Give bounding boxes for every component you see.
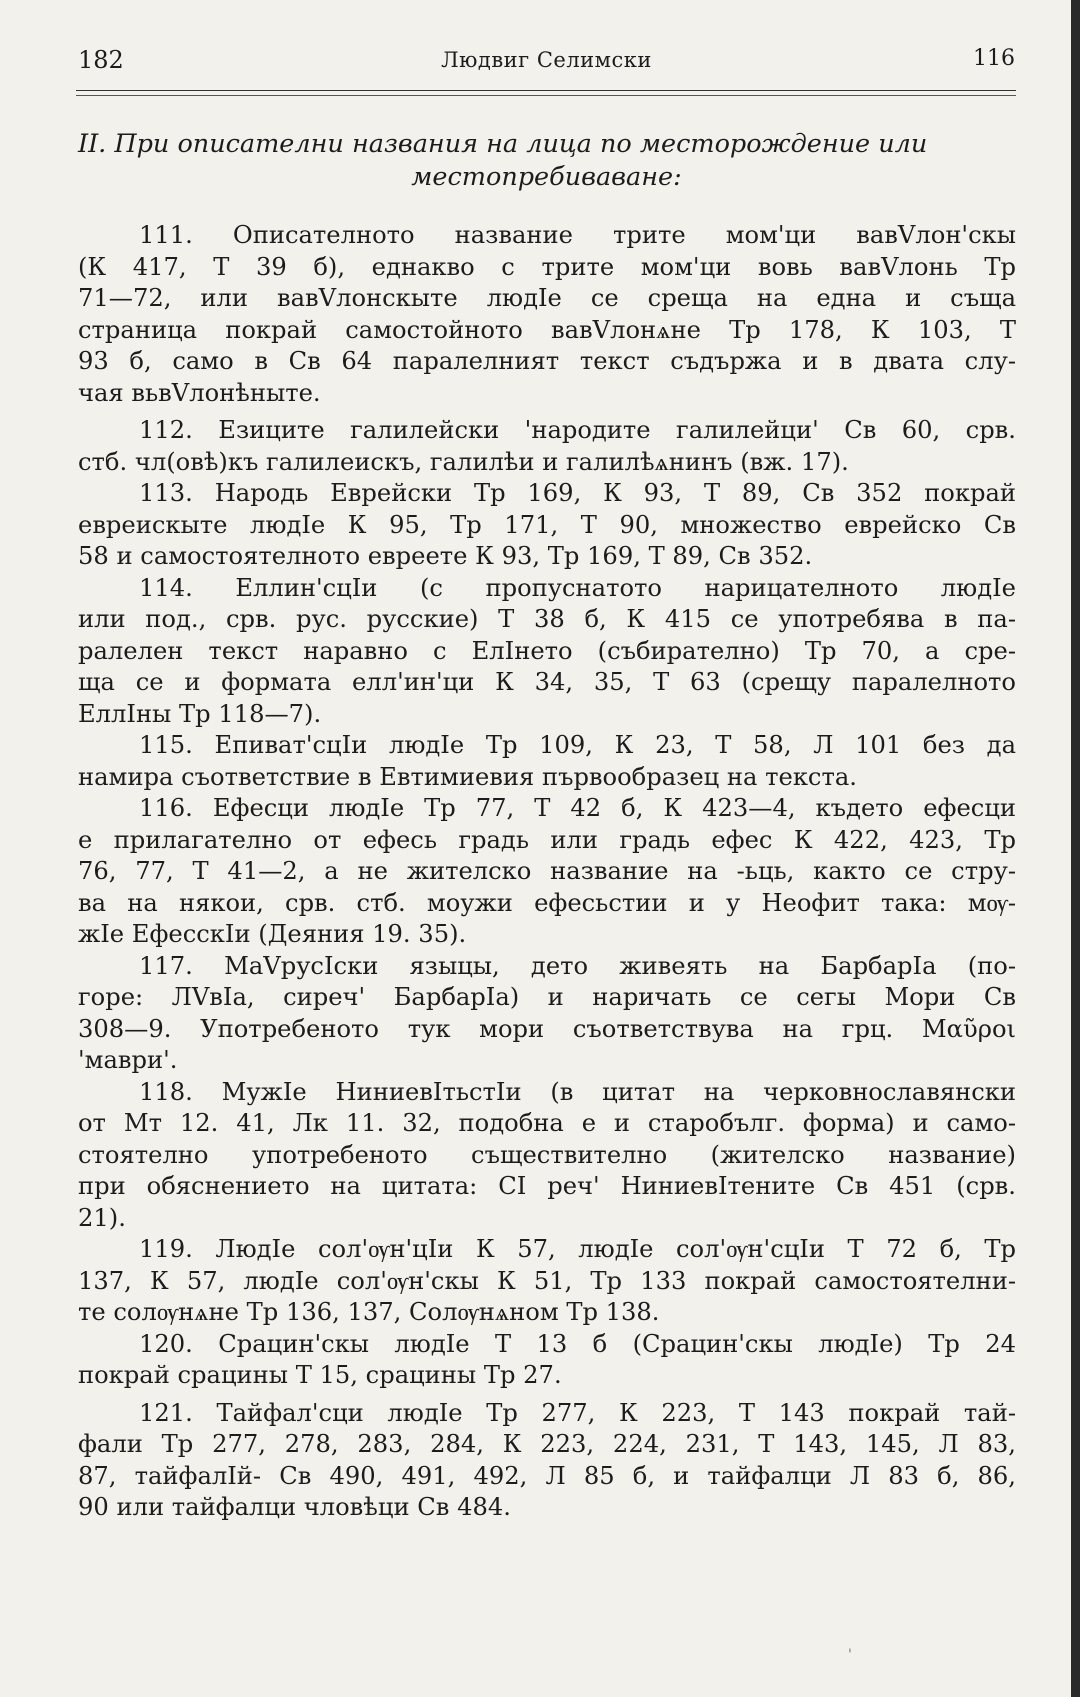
text-line: (К 417, Т 39 б), еднакво с трите мом'ци вовь вавVлонь Тр <box>78 252 1016 281</box>
text-line: 87, тайфалIй- Св 490, 491, 492, Л 85 б, и тайфалци Л 83 б, 86, <box>78 1461 1016 1490</box>
header-right-number: 116 <box>973 46 1015 71</box>
text-line: от Мт 12. 41, Лк 11. 32, подобна е и старобълг. форма) и само- <box>78 1109 1016 1137</box>
page-number: 182 <box>78 46 124 74</box>
body-text <box>78 220 1016 1524</box>
paragraph <box>78 1234 1016 1329</box>
text-line: стб. чл(овѣ)къ галилеискъ, галилѣи и галилѣѧнинъ (вж. 17). <box>78 447 849 476</box>
text-line: евреискыте людIе К 95, Тр 171, Т 90, множество еврейско Св <box>78 510 1016 539</box>
section-title-line-1: II. При описателни названия на лица по месторождение или <box>78 129 928 159</box>
running-header <box>78 46 1015 80</box>
text-line: 308—9. Употребеното тук мори съответствува на грц. Μαῦροι <box>78 1014 1016 1043</box>
paragraph <box>78 1329 1016 1392</box>
text-line: 21). <box>78 1203 126 1232</box>
page-edge-shadow <box>1071 0 1080 1697</box>
text-line: 113. Народь Еврейски Тр 169, К 93, Т 89, Св 352 покрай <box>139 479 1016 507</box>
text-line: ЕллIны Тр 118—7). <box>78 699 322 728</box>
text-line: е прилагателно от ефесь градь или градь ефес К 422, 423, Тр <box>78 825 1016 854</box>
paragraph <box>78 220 1016 409</box>
text-line: 115. Епиват'сцIи людIе Тр 109, К 23, Т 58, Л 101 без да <box>139 731 1016 759</box>
paragraph <box>78 793 1016 951</box>
text-line: 116. Ефесци людIе Тр 77, Т 42 б, К 423—4, където ефесци <box>139 794 1016 822</box>
text-line: фали Тр 277, 278, 283, 284, К 223, 224, 231, Т 143, 145, Л 83, <box>78 1430 1016 1458</box>
text-line: горе: ЛVвIа, сиреч' БарбарIа) и наричать се сегы Мори Св <box>78 983 1016 1011</box>
text-line: 137, К 57, людIе сол'ѹн'скы К 51, Тр 133 покрай самостоятелни- <box>78 1266 1016 1295</box>
text-line: покрай срацины Т 15, срацины Тр 27. <box>78 1361 562 1389</box>
running-title: Людвиг Селимски <box>441 48 652 72</box>
paragraph <box>78 1077 1016 1235</box>
text-line: страница покрай самостойното вавVлонѧне Тр 178, К 103, Т <box>78 315 1016 344</box>
text-line: при обяснението на цитата: СI реч' НиниевIтените Св 451 (срв. <box>78 1172 1016 1200</box>
text-line: 58 и самостоятелното евреете К 93, Тр 169, Т 89, Св 352. <box>78 542 813 570</box>
text-line: 118. МужIе НиниевIтьстIи (в цитат на черковнославянски <box>139 1077 1016 1106</box>
text-line: 71—72, или вавVлонскыте людIе се среща на една и съща <box>78 284 1016 312</box>
paragraph <box>78 573 1016 731</box>
paragraph <box>78 951 1016 1077</box>
text-line: или под., срв. рус. русские) Т 38 б, К 415 се употребява в па- <box>78 605 1016 633</box>
text-line: 76, 77, Т 41—2, а не жителско название на -ьць, както се стру- <box>78 857 1016 885</box>
text-line: те солѹнѧне Тр 136, 137, Солѹнѧном Тр 138. <box>78 1298 660 1326</box>
section-title-line-2: местопребиваване: <box>411 162 682 192</box>
text-line: 'маври'. <box>78 1046 178 1074</box>
text-line: 121. Тайфал'сци людIе Тр 277, К 223, Т 143 покрай тай- <box>139 1398 1016 1427</box>
text-line: ща се и формата елл'ин'ци К 34, 35, Т 63 (срещу паралелното <box>78 668 1016 696</box>
text-line: 120. Срацин'скы людIе Т 13 б (Срацин'скы людIе) Тр 24 <box>139 1329 1016 1358</box>
section-title <box>78 128 1015 194</box>
text-line: 117. МаVрусIски языцы, дето живеять на БарбарIа (по- <box>139 951 1016 980</box>
header-rule-second <box>76 95 1016 96</box>
text-line: 111. Описателното название трите мом'ци вавVлон'скы <box>139 221 1016 249</box>
print-mark: ' <box>848 1647 852 1663</box>
paragraph <box>78 478 1016 573</box>
text-line: стоятелно употребеното съществително (жителско название) <box>78 1140 1016 1169</box>
text-line: жIе ЕфесскIи (Деяния 19. 35). <box>78 920 467 948</box>
text-line: 114. Еллин'сцIи (с пропуснатото нарицателното людIе <box>139 573 1016 602</box>
text-line: 93 б, само в Св 64 паралелният текст съдържа и в двата слу- <box>78 347 1016 375</box>
text-line: чая вьвVлонѣныте. <box>78 378 321 407</box>
paragraph <box>78 730 1016 793</box>
text-line: 119. ЛюдIе сол'ѹн'цIи К 57, людIе сол'ѹн'сцIи Т 72 б, Тр <box>139 1235 1016 1263</box>
text-line: намира съответствие в Евтимиевия първообразец на текста. <box>78 762 857 791</box>
paragraph <box>78 1398 1016 1524</box>
text-line: 112. Езиците галилейски 'народите галилейци' Св 60, срв. <box>139 416 1016 444</box>
text-line: ралелен текст наравно с ЕлIнето (събирателно) Тр 70, а сре- <box>78 636 1016 665</box>
header-rule <box>76 90 1016 91</box>
text-line: ва на някои, срв. стб. моужи ефесьстии и у Неофит така: мѹ- <box>78 888 1016 917</box>
text-line: 90 или тайфалци чловѣци Св 484. <box>78 1493 511 1521</box>
paragraph <box>78 415 1016 478</box>
